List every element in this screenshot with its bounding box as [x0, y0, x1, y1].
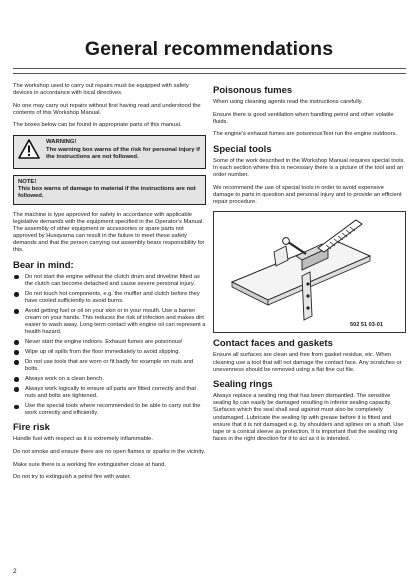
intro-paragraph: The workshop used to carry out repairs must be equipped with safety devices in accordance with local directives. [13, 83, 189, 97]
warning-box [13, 135, 206, 169]
list-item: Avoid getting fuel or oil on your skin or in your mouth. Use a barrier cream on your hands. This reduces the risk of infection and makes dirt easier to wash away. Long term contact with engine oil can represent a health hazard. [13, 308, 206, 336]
list-item: Never start the engine indoors. Exhaust fumes are poisonous! [13, 339, 206, 346]
left-column [13, 83, 206, 487]
special-tools-paragraph: We recommend the use of special tools in order to avoid expensive damage to parts in question and personal injury and to provide an efficient repair procedure. [213, 184, 402, 205]
page-title: General recommendations [84, 38, 334, 60]
list-item: Do not touch hot components, e.g. the muffler and clutch before they have cooled sufficiently to avoid burns. [13, 291, 206, 305]
poisonous-fumes-heading: Poisonous fumes [213, 85, 293, 96]
right-column [213, 83, 406, 448]
fire-risk-paragraph: Handle fuel with respect as it is extremely inflammable. [13, 436, 153, 443]
title-rule-top [13, 68, 406, 69]
list-item: Always work on a clean bench. [13, 376, 206, 383]
bear-in-mind-heading: Bear in mind: [13, 259, 74, 271]
note-box [13, 175, 206, 205]
intro-paragraph: No one may carry out repairs without first having read and understood the contents of this Workshop Manual. [13, 102, 201, 116]
note-heading: NOTE! [18, 178, 37, 185]
title-rule-bottom [13, 73, 406, 74]
fire-risk-heading: Fire risk [13, 422, 50, 434]
list-item: Do not start the engine without the clutch drum and driveline fitted as the clutch can become detached and cause severe personal injury. [13, 274, 206, 288]
fire-risk-paragraph: Do not smoke and ensure there are no open flames or sparks in the vicinity. [13, 448, 206, 455]
poisonous-paragraph: When using cleaning agents read the instructions carefully. [213, 99, 363, 105]
special-tools-heading: Special tools [213, 143, 272, 155]
intro-paragraph: The boxes below can be found in appropriate parts of this manual. [13, 122, 182, 129]
sealing-rings-heading: Sealing rings [213, 379, 273, 391]
warning-triangle-icon [18, 139, 46, 164]
poisonous-paragraph: The engine’s exhaust fumes are poisonousTest run the engine outdoors. [213, 131, 398, 138]
page-number: 2 [13, 568, 17, 575]
contact-faces-paragraph: Ensure all surfaces are clean and free from gasket residue, etc. When cleaning use a tool that will not damage the contact face. Any scratches or unevenness should be removed using a flat fine cut file. [213, 352, 402, 373]
list-item: Use the special tools where recommended to be able to carry out the work correctly and efficiently. [13, 403, 206, 417]
approval-paragraph: The machine is type approved for safety in accordance with applicable legislative demands with the equipment specified in the Operator’s Manual. The assembly of other equipment or accessories or spare parts not approved by Husqvarna can result in the failure to meet these safety demands and that the person carrying out assembly bears responsibility for this. [13, 211, 205, 254]
fire-risk-paragraph: Do not try to extinguish a petrol fire with water. [13, 474, 131, 481]
contact-faces-heading: Contact faces and gaskets [213, 338, 333, 350]
list-item: Always work logically to ensure all parts are fitted correctly and that nuts and bolts are tightened. [13, 386, 206, 400]
special-tool-figure [213, 211, 406, 333]
bear-in-mind-list [13, 274, 206, 418]
list-item: Do not use tools that are worn or fit badly for example on nuts and bolts. [13, 359, 206, 373]
poisonous-paragraph: Ensure there is good ventilation when handling petrol and other volatile fluids. [213, 111, 394, 125]
list-item: Wipe up oil spills from the floor immediately to avoid slipping. [13, 349, 206, 356]
warning-heading: WARNING! [46, 138, 77, 145]
warning-text: The warning box warns of the risk for personal injury if the instructions are not followed. [46, 146, 200, 161]
sealing-rings-paragraph: Always replace a sealing ring that has been dismantled. The sensitive sealing lip can easily be damaged resulting in inferior sealing capacity. Surfaces which the seal shall seal against must also be completely undamaged. Lubricate the sealing lip with grease before it is fitted and ensure that it is not damaged e.g. by shoulders and splines on a shaft. Use tape or a conical sleeve as protection. It is important that the sealing ring faces in the right direction for it to act as it is intended. [213, 393, 404, 442]
note-text: This box warns of damage to material if the instructions are not followed. [18, 186, 196, 200]
special-tools-paragraph: Some of the work described in the Workshop Manual requires special tools. In each section where this is necessary there is a picture of the tool and an order number. [213, 157, 405, 179]
tool-order-number: 502 51 03-01 [350, 322, 383, 329]
fire-risk-paragraph: Make sure there is a working fire extinguisher close at hand. [13, 461, 167, 468]
special-tool-illustration [214, 212, 405, 332]
